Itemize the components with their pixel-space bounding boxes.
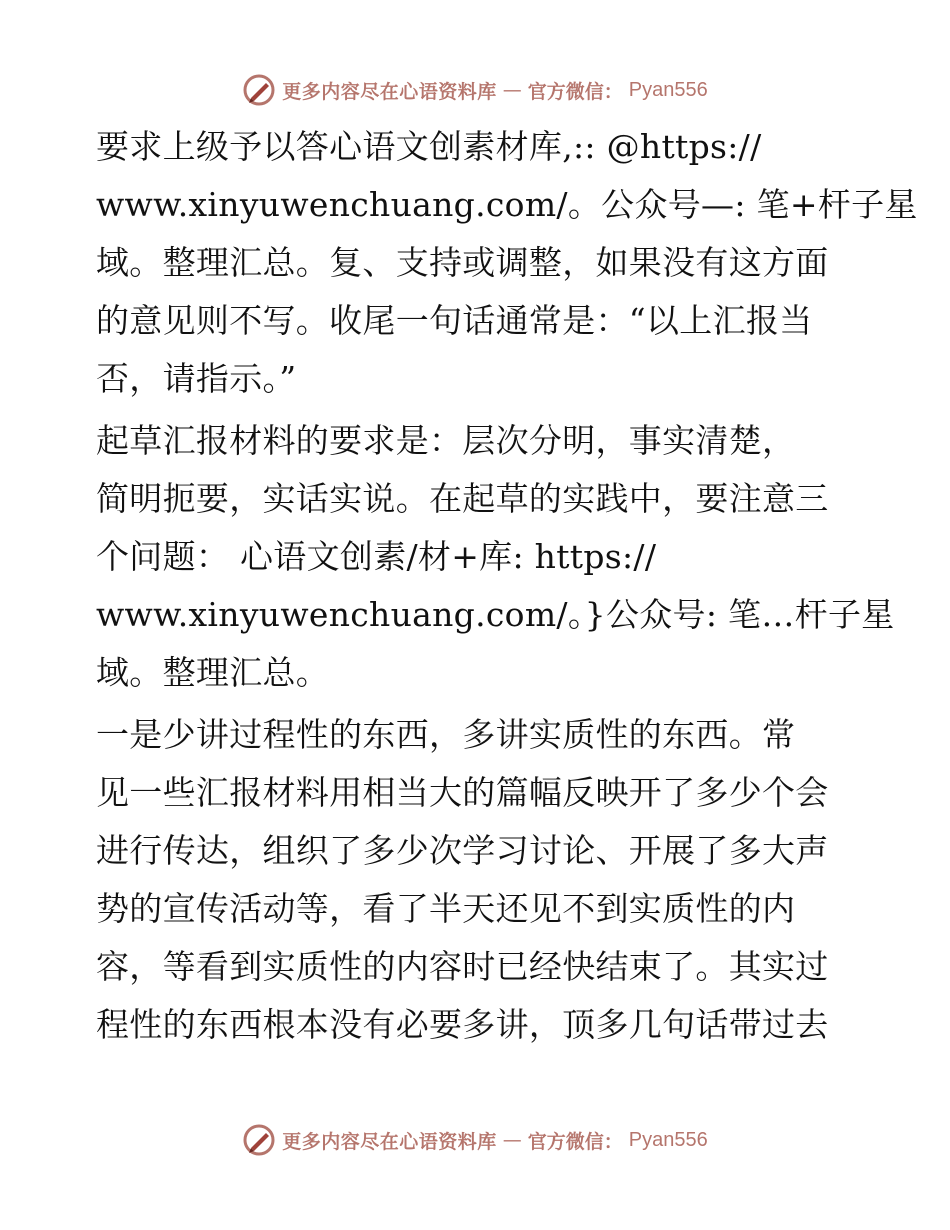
pen-logo-icon — [242, 73, 276, 107]
text-line: 势的宣传活动等，看了半天还见不到实质性的内 — [96, 889, 796, 928]
paragraph — [96, 118, 918, 408]
text-line: 一是少讲过程性的东西，多讲实质性的东西。常 — [96, 715, 796, 754]
header-separator: — — [502, 79, 522, 101]
document-body — [96, 118, 918, 1058]
text-line: www.xinyuwenchuang.com/。公众号—: 笔+杆子星 — [96, 185, 918, 224]
header-text: 更多内容尽在心语资料库 — [282, 80, 497, 103]
text-line: 域。整理汇总。 — [96, 653, 330, 692]
header-wechat-id: Pyan556 — [628, 78, 708, 101]
text-line: 容，等看到实质性的内容时已经快结束了。其实过 — [96, 947, 829, 986]
text-line: 的意见则不写。收尾一句话通常是：“以上汇报当 — [96, 301, 813, 340]
text-line: 进行传达，组织了多少次学习讨论、开展了多大声 — [96, 831, 829, 870]
footer-text: 更多内容尽在心语资料库 — [282, 1130, 497, 1153]
pen-logo-icon — [242, 1123, 276, 1157]
footer-separator: — — [502, 1129, 522, 1151]
text-line: 否，请指示。” — [96, 359, 297, 398]
header-banner — [0, 70, 950, 110]
footer-banner — [0, 1120, 950, 1160]
text-line: 域。整理汇总。复、支持或调整，如果没有这方面 — [96, 243, 829, 282]
text-line: 见一些汇报材料用相当大的篇幅反映开了多少个会 — [96, 773, 829, 812]
text-line: www.xinyuwenchuang.com/。}公众号: 笔…杆子星 — [96, 595, 895, 634]
text-line: 个问题： 心语文创素/材+库: https:// — [96, 537, 657, 576]
text-line: 简明扼要，实话实说。在起草的实践中，要注意三 — [96, 479, 829, 518]
text-line: 起草汇报材料的要求是：层次分明，事实清楚， — [96, 421, 796, 460]
footer-wechat-label: 官方微信： — [527, 1130, 623, 1153]
text-line: 要求上级予以答心语文创素材库,:: @https:// — [96, 127, 762, 166]
text-line: 程性的东西根本没有必要多讲，顶多几句话带过去 — [96, 1005, 829, 1044]
paragraph — [96, 412, 895, 702]
header-wechat-label: 官方微信： — [527, 80, 623, 103]
footer-wechat-id: Pyan556 — [628, 1128, 708, 1151]
paragraph — [96, 706, 856, 1054]
